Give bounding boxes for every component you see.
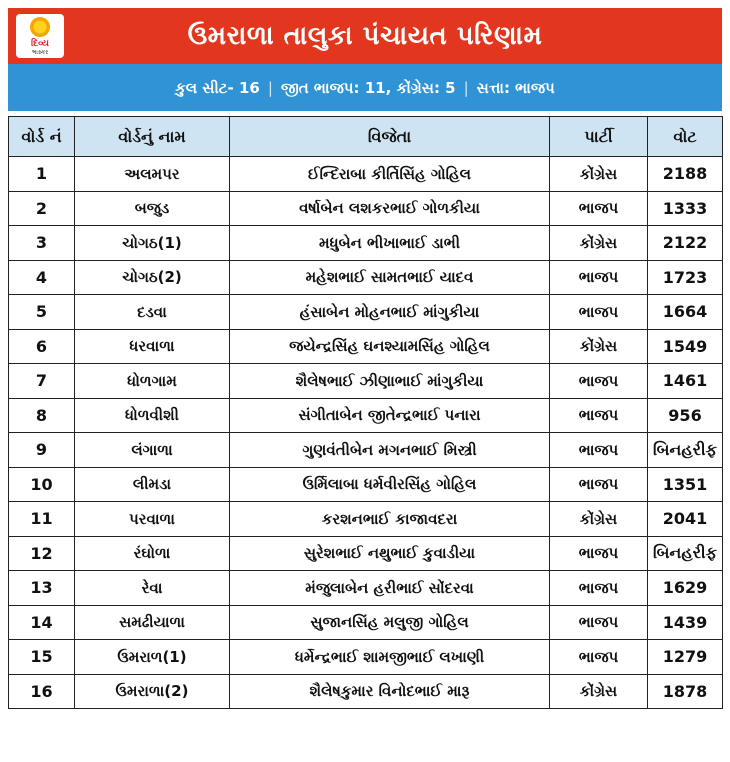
table-row [9, 260, 723, 295]
party-cell: ભાજપ [550, 536, 648, 571]
table-header-row [9, 117, 723, 157]
ward-name-cell: રેવા [75, 571, 230, 606]
header-winner: વિજેતા [230, 117, 550, 157]
party-cell: ભાજપ [550, 398, 648, 433]
table-row [9, 502, 723, 537]
winner-cell: જયેન્દ્રસિંહ ઘનશ્યામસિંહ ગોહિલ [230, 329, 550, 364]
divya-bhaskar-logo [16, 14, 64, 58]
ward-name-cell: પરવાળા [75, 502, 230, 537]
ward-no-cell: 8 [9, 398, 75, 433]
table-row [9, 364, 723, 399]
ward-name-cell: દડવા [75, 295, 230, 330]
votes-cell: 1878 [648, 674, 723, 709]
ward-no-cell: 5 [9, 295, 75, 330]
ward-no-cell: 16 [9, 674, 75, 709]
party-cell: ભાજપ [550, 640, 648, 675]
table-row [9, 640, 723, 675]
votes-cell: 1549 [648, 329, 723, 364]
ward-name-cell: અલમપર [75, 157, 230, 192]
results-table [8, 116, 723, 709]
ward-no-cell: 4 [9, 260, 75, 295]
ward-name-cell: રંઘોળા [75, 536, 230, 571]
ward-name-cell: ઉમરાળા(2) [75, 674, 230, 709]
winner-cell: મંજુલાબેન હરીભાઈ સોંદરવા [230, 571, 550, 606]
votes-cell: 1333 [648, 191, 723, 226]
winner-cell: ઈન્દિરાબા કીર્તિસિંહ ગોહિલ [230, 157, 550, 192]
votes-cell: 1279 [648, 640, 723, 675]
party-cell: કોંગ્રેસ [550, 226, 648, 261]
ward-no-cell: 15 [9, 640, 75, 675]
winner-cell: શૈલેષકુમાર વિનોદભાઈ મારૂ [230, 674, 550, 709]
party-cell: ભાજપ [550, 605, 648, 640]
ward-name-cell: ચોગઠ(2) [75, 260, 230, 295]
ward-name-cell: લીમડા [75, 467, 230, 502]
votes-cell: 2041 [648, 502, 723, 537]
party-cell: કોંગ્રેસ [550, 157, 648, 192]
table-row [9, 295, 723, 330]
votes-cell: બિનહરીફ [648, 536, 723, 571]
party-cell: ભાજપ [550, 433, 648, 468]
winner-cell: સુજાનસિંહ મલુજી ગોહિલ [230, 605, 550, 640]
table-row [9, 571, 723, 606]
summary-wins: જીત ભાજપ: 11, કોંગ્રેસ: 5 [280, 78, 456, 97]
table-row [9, 605, 723, 640]
header-banner [8, 8, 722, 64]
ward-no-cell: 7 [9, 364, 75, 399]
votes-cell: 2122 [648, 226, 723, 261]
summary-bar [8, 64, 722, 111]
sun-icon [30, 17, 50, 37]
page-title: ઉમરાળા તાલુકા પંચાયત પરિણામ [187, 20, 543, 51]
ward-no-cell: 13 [9, 571, 75, 606]
winner-cell: ધર્મેન્દ્રભાઈ શામજીભાઈ લખાણી [230, 640, 550, 675]
winner-cell: શૈલેષભાઈ ઝીણાભાઈ માંગુકીયા [230, 364, 550, 399]
winner-cell: સંગીતાબેન જીતેન્દ્રભાઈ પનારા [230, 398, 550, 433]
party-cell: ભાજપ [550, 295, 648, 330]
ward-name-cell: ધોળગામ [75, 364, 230, 399]
party-cell: ભાજપ [550, 191, 648, 226]
party-cell: કોંગ્રેસ [550, 674, 648, 709]
ward-no-cell: 3 [9, 226, 75, 261]
ward-name-cell: ચોગઠ(1) [75, 226, 230, 261]
table-row [9, 536, 723, 571]
party-cell: ભાજપ [550, 260, 648, 295]
party-cell: કોંગ્રેસ [550, 502, 648, 537]
winner-cell: સુરેશભાઈ નથુભાઈ કુવાડીયા [230, 536, 550, 571]
header-votes: વોટ [648, 117, 723, 157]
votes-cell: 1723 [648, 260, 723, 295]
votes-cell: 1439 [648, 605, 723, 640]
header-ward-name: વોર્ડનું નામ [75, 117, 230, 157]
party-cell: ભાજપ [550, 364, 648, 399]
party-cell: કોંગ્રેસ [550, 329, 648, 364]
winner-cell: ઉર્મિલાબા ધર્મવીરસિંહ ગોહિલ [230, 467, 550, 502]
votes-cell: 1629 [648, 571, 723, 606]
ward-no-cell: 12 [9, 536, 75, 571]
party-cell: ભાજપ [550, 467, 648, 502]
ward-name-cell: ધોળવીશી [75, 398, 230, 433]
votes-cell: 1664 [648, 295, 723, 330]
ward-no-cell: 9 [9, 433, 75, 468]
table-row [9, 191, 723, 226]
header-ward-no: વોર્ડ નં [9, 117, 75, 157]
winner-cell: વર્ષાબેન લશકરભાઈ ગોળકીયા [230, 191, 550, 226]
votes-cell: 956 [648, 398, 723, 433]
logo-name: દિવ્ય [31, 38, 49, 49]
table-body [9, 157, 723, 709]
summary-total-seats: કુલ સીટ- 16 [175, 78, 260, 97]
votes-cell: બિનહરીફ [648, 433, 723, 468]
winner-cell: હંસાબેન મોહનભાઈ માંગુકીયા [230, 295, 550, 330]
ward-name-cell: ઉમરાળ(1) [75, 640, 230, 675]
summary-separator: | [463, 78, 469, 97]
ward-no-cell: 10 [9, 467, 75, 502]
winner-cell: કરશનભાઈ કાજાવદરા [230, 502, 550, 537]
party-cell: ભાજપ [550, 571, 648, 606]
table-row [9, 157, 723, 192]
ward-name-cell: સમઢીયાળા [75, 605, 230, 640]
ward-no-cell: 1 [9, 157, 75, 192]
ward-no-cell: 14 [9, 605, 75, 640]
table-row [9, 226, 723, 261]
table-row [9, 433, 723, 468]
winner-cell: મધુબેન ભીખાભાઈ ડાભી [230, 226, 550, 261]
table-row [9, 467, 723, 502]
summary-separator: | [267, 78, 273, 97]
ward-no-cell: 11 [9, 502, 75, 537]
ward-name-cell: બજુડ [75, 191, 230, 226]
ward-no-cell: 6 [9, 329, 75, 364]
ward-no-cell: 2 [9, 191, 75, 226]
table-row [9, 329, 723, 364]
logo-subname: ભાસ્કર [31, 48, 49, 56]
summary-power: સત્તા: ભાજપ [476, 78, 555, 97]
winner-cell: ગુણવંતીબેન મગનભાઈ મિસ્ત્રી [230, 433, 550, 468]
votes-cell: 2188 [648, 157, 723, 192]
table-row [9, 674, 723, 709]
header-party: પાર્ટી [550, 117, 648, 157]
winner-cell: મહેશભાઈ સામતભાઈ યાદવ [230, 260, 550, 295]
ward-name-cell: ધરવાળા [75, 329, 230, 364]
votes-cell: 1461 [648, 364, 723, 399]
ward-name-cell: લંગાળા [75, 433, 230, 468]
results-table-container [8, 116, 722, 709]
table-row [9, 398, 723, 433]
votes-cell: 1351 [648, 467, 723, 502]
